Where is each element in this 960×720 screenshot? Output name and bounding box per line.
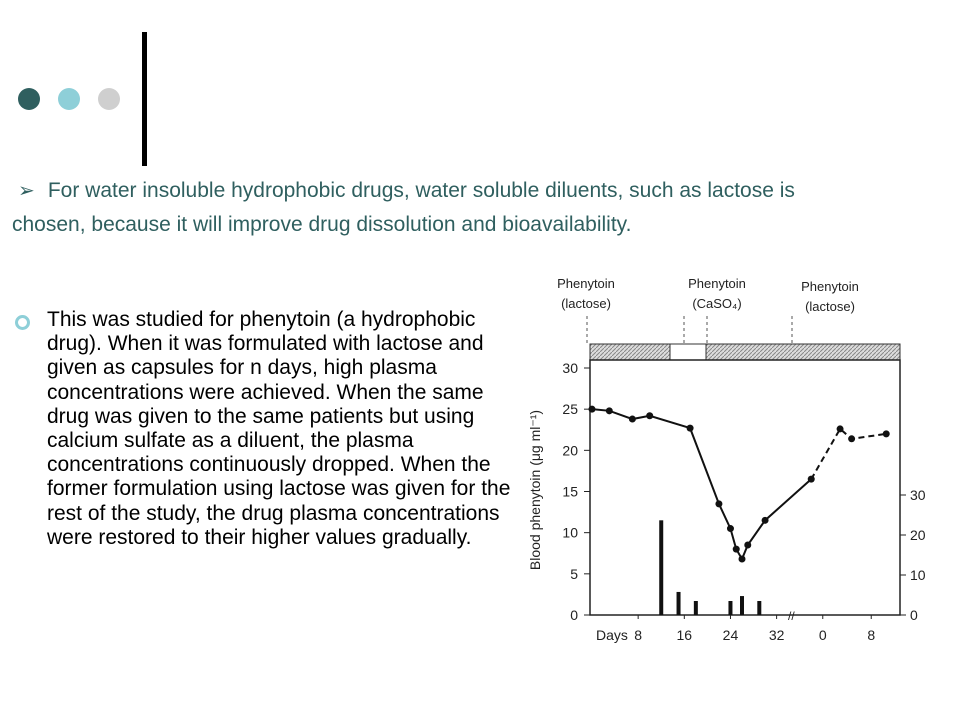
y-tick-label: 30 — [562, 360, 578, 376]
series-point — [687, 425, 694, 432]
right-tick-label: 30 — [910, 487, 926, 503]
series-point — [837, 425, 844, 432]
phase-label-1-line2: (lactose) — [561, 296, 611, 311]
x-tick-label: 8 — [867, 627, 876, 643]
series-point — [589, 406, 596, 413]
phase-label-3-line2: (lactose) — [805, 299, 855, 314]
series-point — [715, 500, 722, 507]
plot-frame — [590, 360, 900, 615]
bar — [740, 596, 744, 615]
bullet-paragraph: This was studied for phenytoin (a hydrophobic drug). When it was formulated with lactose and given as capsules for n days, high plasma concentrations were achieved. When the same drug was given to the same patients but using calcium sulfate as a diluent, the plasma concentrations continuously dropped. When the former formulation using lactose was given for the rest of the study, the drug plasma concentrations were restored to their higher values gradually. — [47, 308, 511, 549]
bar — [728, 601, 732, 615]
series-point — [606, 407, 613, 414]
phase-label-3-line1: Phenytoin — [801, 279, 859, 294]
arrow-bullet-icon: ➢ — [18, 180, 35, 202]
y-tick-label: 5 — [570, 565, 578, 582]
x-tick-label: 16 — [676, 627, 693, 643]
phase-band-lactose-1 — [590, 344, 670, 360]
bar — [757, 601, 761, 615]
x-tick-label: 24 — [722, 627, 739, 643]
series-line — [811, 429, 886, 479]
phenytoin-chart — [512, 268, 942, 658]
y-tick-label: 10 — [562, 524, 578, 541]
x-tick-label: 0 — [818, 627, 827, 643]
x-break-mark: // — [788, 609, 795, 623]
phase-label-1-line1: Phenytoin — [557, 276, 615, 291]
y-tick-label: 20 — [562, 442, 578, 459]
right-tick-label: 0 — [910, 607, 918, 623]
y-tick-label: 25 — [562, 401, 578, 418]
bars-group — [659, 520, 761, 615]
x-tick-label: 8 — [634, 627, 643, 643]
y-axis-label: Blood phenytoin (μg ml⁻¹) — [527, 409, 543, 571]
phase-label-2-line1: Phenytoin — [688, 276, 746, 291]
right-tick-label: 10 — [910, 567, 926, 583]
decor-dot-2 — [58, 88, 80, 110]
decor-dot-1 — [18, 88, 40, 110]
decor-divider-bar — [142, 32, 147, 166]
y-tick-label: 0 — [570, 607, 578, 623]
series-point — [733, 546, 740, 553]
series-group — [589, 406, 890, 563]
series-point — [762, 517, 769, 524]
intro-text: For water insoluble hydrophobic drugs, water soluble diluents, such as lactose is chosen, because it will improve drug dissolution and bioavailability. — [12, 179, 795, 236]
series-point — [629, 416, 636, 423]
y-tick-label: 15 — [562, 483, 578, 500]
x-tick-label: 32 — [768, 627, 785, 643]
series-point — [744, 542, 751, 549]
y-ticks — [562, 360, 590, 623]
intro-paragraph — [12, 174, 872, 241]
series-line — [592, 409, 811, 559]
decor-dot-3 — [98, 88, 120, 110]
series-point — [646, 412, 653, 419]
series-point — [883, 430, 890, 437]
x-ticks — [634, 615, 875, 643]
series-point — [727, 525, 734, 532]
bar — [659, 520, 663, 615]
x-axis-label: Days — [596, 627, 628, 643]
right-ticks — [900, 487, 926, 623]
bullet-circle-icon — [15, 315, 30, 330]
right-tick-label: 20 — [910, 527, 926, 543]
bar — [694, 601, 698, 615]
phase-band-lactose-2 — [706, 344, 900, 360]
phenytoin-figure — [512, 268, 942, 658]
series-point — [739, 556, 746, 563]
bar — [677, 592, 681, 615]
series-point — [848, 435, 855, 442]
phase-band-caso4 — [670, 344, 706, 360]
phase-label-2-line2: (CaSO₄) — [692, 296, 742, 311]
